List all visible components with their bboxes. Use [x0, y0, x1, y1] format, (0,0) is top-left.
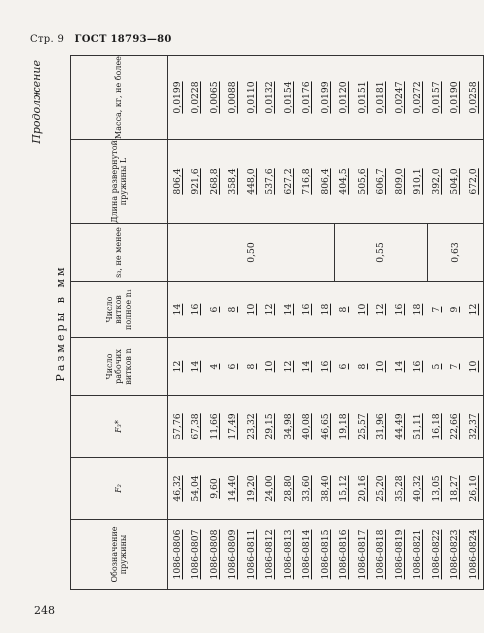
cell-value: 8 — [338, 306, 350, 313]
table-row — [427, 56, 446, 590]
cell-f2 — [427, 458, 446, 520]
cell-n — [372, 338, 391, 396]
cell-designation — [261, 520, 280, 590]
cell-value: 1086-0812 — [264, 529, 276, 580]
cell-s3: 0,55 — [335, 224, 428, 282]
cell-value: 448,0 — [245, 168, 257, 195]
cell-n — [316, 338, 335, 396]
cell-value: 1086-0809 — [227, 529, 239, 580]
cell-f3 — [187, 396, 206, 458]
cell-f3 — [168, 396, 187, 458]
cell-n — [409, 338, 428, 396]
cell-value: 0,0228 — [190, 81, 202, 114]
cell-value: 12 — [467, 303, 479, 316]
cell-f2 — [298, 458, 317, 520]
cell-value: 10 — [356, 303, 368, 316]
page-header — [30, 34, 172, 45]
cell-n1 — [464, 282, 483, 338]
cell-value: 51,11 — [412, 413, 424, 440]
cell-value: 0,0176 — [301, 81, 313, 114]
table-row — [224, 56, 243, 590]
cell-value: 5 — [430, 363, 442, 370]
cell-value: 0,0065 — [208, 81, 220, 114]
cell-value: 1086-0806 — [171, 529, 183, 580]
cell-value: 358,4 — [227, 168, 239, 195]
cell-L — [279, 140, 298, 224]
cell-designation — [316, 520, 335, 590]
cell-value: 12 — [264, 303, 276, 316]
cell-value: 0,0120 — [338, 81, 350, 114]
cell-value: 606,7 — [375, 168, 387, 195]
cell-value: 28,80 — [282, 475, 294, 502]
cell-value: 32,37 — [467, 413, 479, 440]
cell-value: 33,60 — [301, 475, 313, 502]
cell-n — [427, 338, 446, 396]
cell-mass — [242, 56, 261, 140]
cell-value: 18,27 — [449, 475, 461, 502]
table-row — [168, 56, 187, 590]
cell-f2 — [316, 458, 335, 520]
cell-value: 15,12 — [338, 475, 350, 502]
cell-f2 — [168, 458, 187, 520]
cell-value: 8 — [227, 306, 239, 313]
cell-value: 1086-0807 — [190, 529, 202, 580]
cell-L — [261, 140, 280, 224]
cell-mass — [187, 56, 206, 140]
cell-value: 14,40 — [227, 475, 239, 502]
cell-value: 22,66 — [449, 413, 461, 440]
cell-value: 16 — [393, 303, 405, 316]
cell-designation — [279, 520, 298, 590]
cell-value: 29,15 — [264, 413, 276, 440]
column-header: Число витков полное n₁ — [71, 282, 168, 338]
cell-value: 8 — [356, 363, 368, 370]
cell-mass — [446, 56, 465, 140]
cell-mass — [409, 56, 428, 140]
cell-L — [409, 140, 428, 224]
cell-L — [168, 140, 187, 224]
cell-mass — [427, 56, 446, 140]
cell-n1 — [298, 282, 317, 338]
cell-f2 — [279, 458, 298, 520]
page-number: 248 — [34, 604, 55, 617]
cell-value: 25,57 — [356, 413, 368, 440]
table-body — [168, 56, 484, 590]
cell-value: 0,0110 — [245, 81, 257, 114]
cell-designation — [372, 520, 391, 590]
cell-value: 14 — [171, 303, 183, 316]
table-row — [372, 56, 391, 590]
cell-n1 — [427, 282, 446, 338]
cell-value: 44,49 — [393, 413, 405, 440]
cell-value: 10 — [264, 360, 276, 373]
cell-f2 — [224, 458, 243, 520]
cell-value: 54,04 — [190, 475, 202, 502]
cell-n1 — [316, 282, 335, 338]
cell-mass — [372, 56, 391, 140]
cell-value: 0,0154 — [282, 81, 294, 114]
cell-designation — [224, 520, 243, 590]
cell-designation — [205, 520, 224, 590]
cell-n1 — [409, 282, 428, 338]
cell-L — [464, 140, 483, 224]
cell-f3 — [335, 396, 354, 458]
cell-designation — [335, 520, 354, 590]
cell-f2 — [390, 458, 409, 520]
cell-f2 — [372, 458, 391, 520]
table-row — [242, 56, 261, 590]
cell-value: 1086-0824 — [467, 529, 479, 580]
table-row — [390, 56, 409, 590]
cell-value: 0,0132 — [264, 81, 276, 114]
cell-value: 16 — [190, 303, 202, 316]
table-row — [298, 56, 317, 590]
table-row — [279, 56, 298, 590]
table-row — [409, 56, 428, 590]
cell-value: 38,40 — [319, 475, 331, 502]
cell-value: 806,4 — [319, 168, 331, 195]
cell-n — [279, 338, 298, 396]
cell-designation — [298, 520, 317, 590]
table-row — [187, 56, 206, 590]
cell-n1 — [390, 282, 409, 338]
cell-value: 14 — [393, 360, 405, 373]
cell-value: 19,20 — [245, 475, 257, 502]
cell-value: 40,32 — [412, 475, 424, 502]
cell-value: 12 — [282, 360, 294, 373]
cell-designation — [242, 520, 261, 590]
cell-n1 — [205, 282, 224, 338]
cell-value: 16 — [412, 360, 424, 373]
cell-mass — [261, 56, 280, 140]
table-row — [446, 56, 465, 590]
cell-n1 — [224, 282, 243, 338]
cell-mass — [224, 56, 243, 140]
cell-value: 0,0181 — [375, 81, 387, 114]
cell-n1 — [446, 282, 465, 338]
cell-value: 1086-0822 — [430, 529, 442, 580]
cell-value: 537,6 — [264, 168, 276, 195]
cell-value: 23,32 — [245, 413, 257, 440]
cell-value: 10 — [245, 303, 257, 316]
cell-L — [205, 140, 224, 224]
cell-designation — [427, 520, 446, 590]
cell-value: 9 — [449, 306, 461, 313]
cell-n — [168, 338, 187, 396]
cell-mass — [335, 56, 354, 140]
cell-f3 — [372, 396, 391, 458]
column-header: Число рабочих витков n — [71, 338, 168, 396]
cell-value: 1086-0818 — [375, 529, 387, 580]
cell-value: 1086-0819 — [393, 529, 405, 580]
cell-value: 20,16 — [356, 475, 368, 502]
cell-value: 504,0 — [449, 168, 461, 195]
cell-n1 — [335, 282, 354, 338]
cell-value: 17,49 — [227, 413, 239, 440]
cell-value: 0,0157 — [430, 81, 442, 114]
cell-L — [372, 140, 391, 224]
cell-n1 — [353, 282, 372, 338]
cell-L — [390, 140, 409, 224]
cell-value: 18 — [412, 303, 424, 316]
cell-L — [446, 140, 465, 224]
cell-value: 4 — [208, 363, 220, 370]
cell-value: 57,76 — [171, 413, 183, 440]
cell-f3 — [242, 396, 261, 458]
cell-value: 806,4 — [171, 168, 183, 195]
cell-f2 — [261, 458, 280, 520]
cell-value: 67,38 — [190, 413, 202, 440]
column-header: s₃, не менее — [71, 224, 168, 282]
cell-f3 — [279, 396, 298, 458]
cell-value: 1086-0813 — [282, 529, 294, 580]
cell-n — [353, 338, 372, 396]
continuation-label: Продолжение — [30, 60, 43, 144]
cell-value: 16,18 — [430, 413, 442, 440]
cell-value: 18 — [319, 303, 331, 316]
cell-value: 19,18 — [338, 413, 350, 440]
cell-L — [298, 140, 317, 224]
table-row — [353, 56, 372, 590]
cell-value: 11,66 — [208, 413, 220, 440]
cell-value: 6 — [227, 363, 239, 370]
cell-designation — [464, 520, 483, 590]
cell-f2 — [409, 458, 428, 520]
cell-f3 — [261, 396, 280, 458]
cell-value: 1086-0816 — [338, 529, 350, 580]
cell-value: 672,0 — [467, 168, 479, 195]
cell-n — [335, 338, 354, 396]
cell-n — [446, 338, 465, 396]
cell-value: 10 — [375, 360, 387, 373]
cell-mass — [298, 56, 317, 140]
cell-value: 809,0 — [393, 168, 405, 195]
cell-designation — [353, 520, 372, 590]
standard-code: ГОСТ 18793—80 — [74, 34, 172, 45]
cell-value: 24,00 — [264, 475, 276, 502]
table-row — [261, 56, 280, 590]
cell-value: 0,0272 — [412, 81, 424, 114]
cell-n — [261, 338, 280, 396]
page-label: Стр. 9 — [30, 34, 65, 45]
cell-designation — [187, 520, 206, 590]
cell-value: 25,20 — [375, 475, 387, 502]
cell-value: 31,96 — [375, 413, 387, 440]
cell-f2 — [242, 458, 261, 520]
cell-value: 716,8 — [301, 168, 313, 195]
table-row — [316, 56, 335, 590]
cell-f3 — [353, 396, 372, 458]
cell-mass — [316, 56, 335, 140]
cell-s3: 0,50 — [168, 224, 335, 282]
cell-value: 0,0258 — [467, 81, 479, 114]
cell-f2 — [353, 458, 372, 520]
cell-f3 — [446, 396, 465, 458]
cell-value: 40,08 — [301, 413, 313, 440]
cell-L — [353, 140, 372, 224]
cell-value: 34,98 — [282, 413, 294, 440]
cell-n — [242, 338, 261, 396]
cell-f3 — [427, 396, 446, 458]
cell-f2 — [446, 458, 465, 520]
cell-value: 12 — [171, 360, 183, 373]
cell-value: 13,05 — [430, 475, 442, 502]
cell-value: 268,8 — [208, 168, 220, 195]
cell-value: 505,6 — [356, 168, 368, 195]
cell-value: 0,0088 — [227, 81, 239, 114]
cell-L — [242, 140, 261, 224]
cell-value: 46,32 — [171, 475, 183, 502]
cell-mass — [279, 56, 298, 140]
cell-designation — [446, 520, 465, 590]
table-title: Размеры в мм — [54, 264, 67, 382]
cell-f3 — [205, 396, 224, 458]
cell-n — [205, 338, 224, 396]
cell-value: 7 — [449, 363, 461, 370]
cell-f3 — [409, 396, 428, 458]
cell-n — [224, 338, 243, 396]
column-header: Длина развернутой пружины L — [71, 140, 168, 224]
cell-value: 0,0199 — [319, 81, 331, 114]
cell-designation — [409, 520, 428, 590]
cell-value: 14 — [282, 303, 294, 316]
cell-f3 — [316, 396, 335, 458]
cell-n — [390, 338, 409, 396]
table-row — [335, 56, 354, 590]
cell-designation — [390, 520, 409, 590]
cell-value: 35,28 — [393, 475, 405, 502]
cell-value: 12 — [375, 303, 387, 316]
cell-L — [224, 140, 243, 224]
cell-n — [298, 338, 317, 396]
cell-value: 14 — [190, 360, 202, 373]
cell-f2 — [464, 458, 483, 520]
cell-designation — [168, 520, 187, 590]
cell-mass — [205, 56, 224, 140]
cell-f2 — [205, 458, 224, 520]
cell-value: 0,0247 — [393, 81, 405, 114]
cell-value: 1086-0823 — [449, 529, 461, 580]
cell-value: 6 — [338, 363, 350, 370]
cell-value: 0,0199 — [171, 81, 183, 114]
cell-value: 16 — [319, 360, 331, 373]
cell-L — [427, 140, 446, 224]
cell-value: 921,6 — [190, 168, 202, 195]
cell-L — [316, 140, 335, 224]
cell-value: 0,0190 — [449, 81, 461, 114]
table-row — [205, 56, 224, 590]
cell-value: 392,0 — [430, 168, 442, 195]
cell-value: 1086-0821 — [412, 529, 424, 580]
column-header: F₃* — [71, 396, 168, 458]
cell-value: 26,10 — [467, 475, 479, 502]
cell-value: 14 — [301, 360, 313, 373]
cell-n — [464, 338, 483, 396]
cell-n1 — [187, 282, 206, 338]
cell-value: 627,2 — [282, 168, 294, 195]
column-header: Масса, кг, не более — [71, 56, 168, 140]
cell-value: 404,5 — [338, 168, 350, 195]
cell-mass — [390, 56, 409, 140]
rotated-table-area — [30, 56, 479, 590]
cell-mass — [353, 56, 372, 140]
cell-value: 1086-0811 — [245, 529, 257, 580]
cell-value: 1086-0814 — [301, 529, 313, 580]
cell-n1 — [372, 282, 391, 338]
cell-value: 46,65 — [319, 413, 331, 440]
cell-value: 7 — [430, 306, 442, 313]
cell-f3 — [390, 396, 409, 458]
cell-value: 9,60 — [208, 478, 220, 499]
cell-value: 8 — [245, 363, 257, 370]
cell-n1 — [261, 282, 280, 338]
cell-value: 6 — [208, 306, 220, 313]
cell-value: 0,0151 — [356, 81, 368, 114]
column-header: Обозначение пружины — [71, 520, 168, 590]
cell-n — [187, 338, 206, 396]
column-header: F₂ — [71, 458, 168, 520]
cell-f2 — [335, 458, 354, 520]
cell-f3 — [224, 396, 243, 458]
cell-value: 10 — [467, 360, 479, 373]
cell-n1 — [279, 282, 298, 338]
cell-L — [187, 140, 206, 224]
cell-value: 1086-0815 — [319, 529, 331, 580]
table-header-row — [71, 56, 168, 590]
cell-L — [335, 140, 354, 224]
cell-f3 — [298, 396, 317, 458]
cell-value: 910,1 — [412, 168, 424, 195]
cell-value: 1086-0817 — [356, 529, 368, 580]
cell-f2 — [187, 458, 206, 520]
cell-n1 — [168, 282, 187, 338]
cell-s3: 0,63 — [427, 224, 483, 282]
cell-n1 — [242, 282, 261, 338]
table-row — [464, 56, 483, 590]
cell-f3 — [464, 396, 483, 458]
cell-value: 1086-0808 — [208, 529, 220, 580]
cell-mass — [464, 56, 483, 140]
cell-mass — [168, 56, 187, 140]
cell-value: 16 — [301, 303, 313, 316]
spring-dimensions-table — [70, 55, 484, 590]
